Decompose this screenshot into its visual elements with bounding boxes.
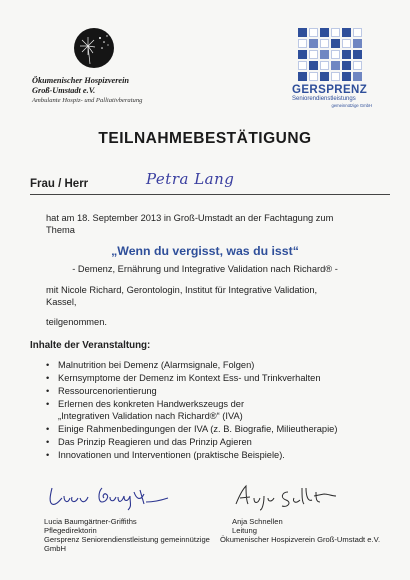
- signature-left: [44, 482, 210, 553]
- list-item: • Kernsymptome der Demenz im Kontext Ess- und Trinkverhalten: [46, 373, 321, 383]
- signer-name-left: Lucia Baumgärtner-Griffiths: [44, 517, 137, 526]
- document-title: TEILNAHMEBESTÄTIGUNG: [98, 130, 312, 147]
- signature-right: [220, 482, 381, 544]
- intro-line-2: Thema: [46, 225, 75, 235]
- signer-name-right: Anja Schnellen: [232, 517, 283, 526]
- intro-line-1: hat am 18. September 2013 in Groß-Umstadt an der Fachtagung zum: [46, 213, 334, 223]
- org-service: Ambulante Hospiz- und Palliativberatung: [32, 97, 143, 104]
- topics-list: [46, 360, 386, 463]
- gersprenz-sub: Seniorendienstleistungs: [292, 96, 356, 102]
- name-underline: [30, 194, 390, 195]
- gersprenz-logo: [292, 28, 382, 108]
- grid-logo-icon: [298, 28, 382, 81]
- org-location: Groß-Umstadt e.V.: [32, 86, 96, 95]
- lecture-subtitle: - Demenz, Ernährung und Integrative Validation nach Richard® -: [72, 264, 338, 274]
- dandelion-icon: [74, 28, 114, 68]
- lecture-title: „Wenn du vergisst, was du isst“: [111, 244, 299, 258]
- participated-text: teilgenommen.: [46, 317, 107, 327]
- handwritten-signature-right: [232, 482, 342, 512]
- signer-role-right: Leitung: [232, 526, 257, 535]
- participant-label: Frau / Herr: [30, 178, 89, 190]
- participant-name: Petra Lang: [146, 170, 235, 188]
- list-item: • Erlernen des konkreten Handwerkszeugs der „Integrativen Validation nach Richard®“ (IVA): [46, 399, 245, 421]
- participant-row: [30, 172, 390, 194]
- gersprenz-name: GERSPRENZ: [292, 84, 368, 96]
- handwritten-signature-left: [44, 482, 174, 512]
- gersprenz-sub2: gemeinnützige GmbH: [331, 103, 372, 108]
- signer-org-left-1: Gersprenz Seniorendienstleistung gemeinnützige: [44, 535, 210, 544]
- signer-role-left: Pflegedirektorin: [44, 526, 97, 535]
- list-item: • Das Prinzip Reagieren und das Prinzip Agieren: [46, 436, 252, 447]
- list-item: • Innovationen und Interventionen (praktische Beispiele).: [46, 449, 285, 460]
- list-item: • Malnutrition bei Demenz (Alarmsignale, Folgen): [46, 360, 255, 370]
- hospizverein-logo: [32, 28, 182, 105]
- contents-heading: Inhalte der Veranstaltung:: [30, 340, 151, 351]
- org-name: Ökumenischer Hospizverein: [32, 76, 130, 85]
- speaker-line-1: mit Nicole Richard, Gerontologin, Institut für Integrative Validation,: [46, 285, 318, 295]
- list-item: • Ressourcenorientierung: [46, 386, 157, 396]
- list-item: • Einige Rahmenbedingungen der IVA (z. B. Biografie, Milieutherapie): [46, 423, 338, 434]
- speaker-line-2: Kassel,: [46, 297, 77, 307]
- signer-org-right: Ökumenischer Hospizverein Groß-Umstadt e.V.: [220, 535, 381, 544]
- signer-org-left-2: GmbH: [44, 544, 66, 553]
